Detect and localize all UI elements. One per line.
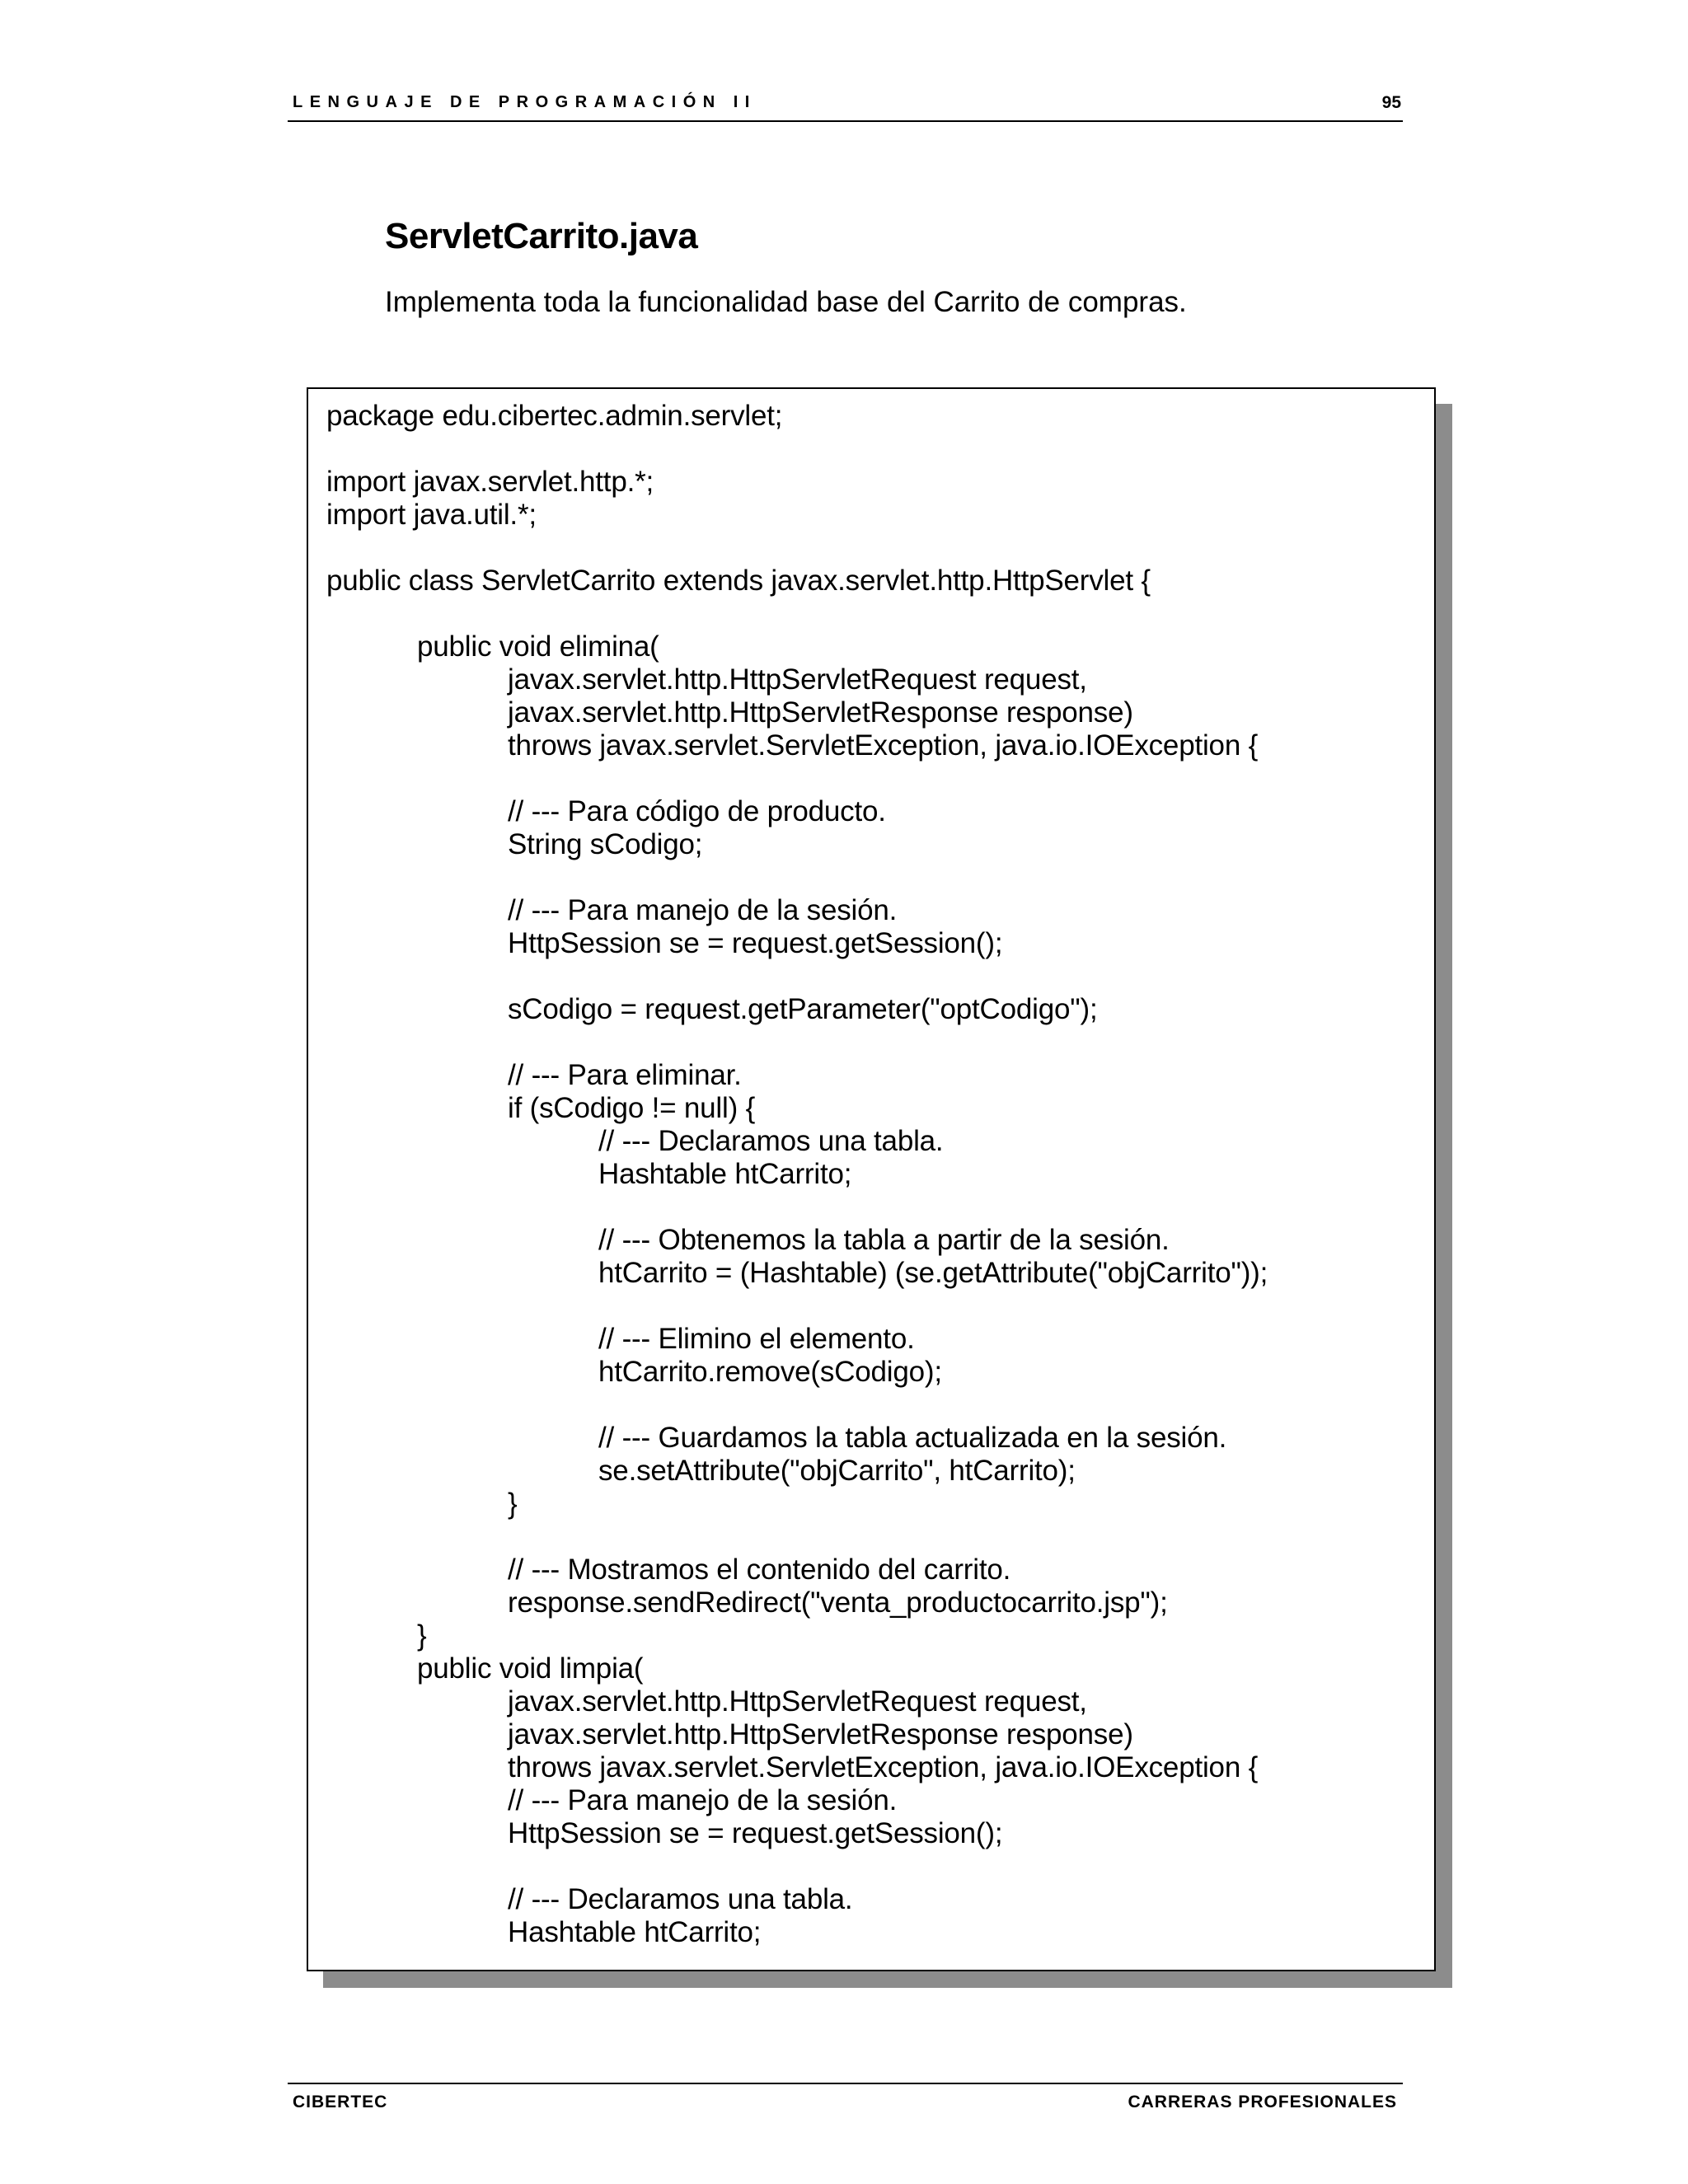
code-line: javax.servlet.http.HttpServletResponse response) [508,696,1133,729]
code-line: HttpSession se = request.getSession(); [508,927,1003,959]
code-line: // --- Para manejo de la sesión. [508,894,898,926]
code-line [326,1389,1268,1422]
code-line [326,532,1268,565]
code-line: // --- Obtenemos la tabla a partir de la sesión. [598,1224,1170,1256]
code-line: import java.util.*; [326,499,537,531]
code-line: public void elimina( [417,630,659,663]
code-line: javax.servlet.http.HttpServletResponse response) [508,1718,1133,1750]
code-line: if (sCodigo != null) { [508,1092,756,1124]
code-line [326,1290,1268,1323]
footer-divider [288,2083,1403,2084]
code-line: // --- Guardamos la tabla actualizada en la sesión. [598,1422,1227,1454]
code-line: htCarrito = (Hashtable) (se.getAttribute("objCarrito")); [598,1257,1268,1289]
code-line: // --- Para manejo de la sesión. [508,1784,898,1816]
code-line [326,1191,1268,1224]
code-line [326,762,1268,795]
code-line: Hashtable htCarrito; [598,1158,852,1190]
code-line: // --- Para código de producto. [508,795,886,827]
code-line: package edu.cibertec.admin.servlet; [326,400,783,432]
footer-publisher: CIBERTEC [293,2093,388,2111]
code-line [326,1026,1268,1059]
code-line: // --- Declaramos una tabla. [508,1883,853,1915]
footer-section: CARRERAS PROFESIONALES [1128,2093,1397,2111]
code-line [326,1521,1268,1554]
code-line: throws javax.servlet.ServletException, java.io.IOException { [508,729,1259,762]
code-line: } [508,1488,518,1520]
code-line [326,861,1268,894]
code-line [326,433,1268,466]
code-line: import javax.servlet.http.*; [326,466,654,498]
code-listing [326,400,1268,1949]
page-number: 95 [1381,93,1401,112]
code-line: // --- Para eliminar. [508,1059,742,1091]
code-line: throws javax.servlet.ServletException, java.io.IOException { [508,1751,1259,1783]
code-line: sCodigo = request.getParameter("optCodigo"); [508,993,1098,1025]
code-line: javax.servlet.http.HttpServletRequest request, [508,663,1087,696]
header-divider [288,120,1403,122]
code-line: HttpSession se = request.getSession(); [508,1817,1003,1849]
page-subtitle: Implementa toda la funcionalidad base del Carrito de compras. [385,286,1187,318]
code-line: htCarrito.remove(sCodigo); [598,1356,942,1388]
code-line: public class ServletCarrito extends javax.servlet.http.HttpServlet { [326,565,1151,597]
code-line: // --- Declaramos una tabla. [598,1125,944,1157]
code-line: // --- Mostramos el contenido del carrito. [508,1554,1011,1586]
code-line: String sCodigo; [508,828,703,860]
code-line: javax.servlet.http.HttpServletRequest request, [508,1685,1087,1718]
code-line: Hashtable htCarrito; [508,1916,762,1948]
code-line [326,960,1268,993]
code-line: public void limpia( [417,1652,644,1685]
code-line: } [417,1619,427,1652]
code-line: response.sendRedirect("venta_productocarrito.jsp"); [508,1586,1168,1619]
code-line: // --- Elimino el elemento. [598,1323,915,1355]
code-line [326,598,1268,630]
code-line: se.setAttribute("objCarrito", htCarrito); [598,1455,1076,1487]
page-title: ServletCarrito.java [385,216,698,256]
code-line [326,1850,1268,1883]
header-title: LENGUAJE DE PROGRAMACIÓN II [293,93,757,111]
